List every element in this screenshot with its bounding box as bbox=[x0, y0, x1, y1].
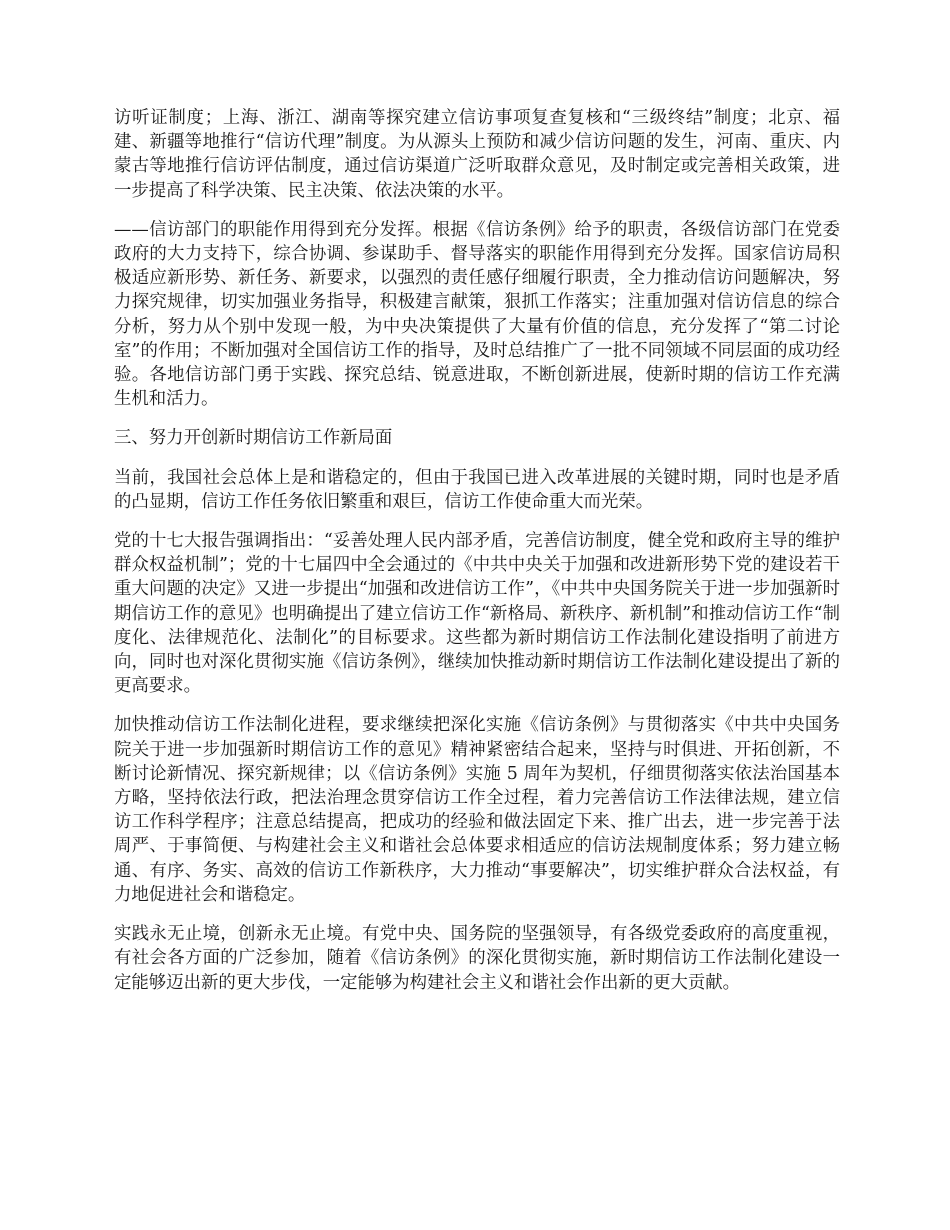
paragraph-2: ——信访部门的职能作用得到充分发挥。根据《信访条例》给予的职责，各级信访部门在党委政府的大力支持下，综合协调、参谋助手、督导落实的职能作用得到充分发挥。国家信访局积极适应新形势、新任务、新要求，以强烈的责任感仔细履行职责，全力推动信访问题解决，努力探究规律，切实加强业务指导，积极建言献策，狠抓工作落实；注重加强对信访信息的综合分析，努力从个别中发现一般，为中央决策提供了大量有价值的信息，充分发挥了“第二讨论室”的作用；不断加强对全国信访工作的指导，及时总结推广了一批不同领域不同层面的成功经验。各地信访部门勇于实践、探究总结、锐意进取，不断创新进展，使新时期的信访工作充满生机和活力。 bbox=[114, 219, 840, 410]
paragraph-5: 加快推动信访工作法制化进程，要求继续把深化实施《信访条例》与贯彻落实《中共中央国务院关于进一步加强新时期信访工作的意见》精神紧密结合起来，坚持与时俱进、开拓创新，不断讨论新情况、探究新规律；以《信访条例》实施 5 周年为契机，仔细贯彻落实依法治国基本方略，坚持依法行政，把法治理念贯穿信访工作全过程，着力完善信访工作法律法规，建立信访工作科学程序；注意总结提高，把成功的经验和做法固定下来、推广出去，进一步完善于法周严、于事简便、与构建社会主义和谐社会总体要求相适应的信访法规制度体系；努力建立畅通、有序、务实、高效的信访工作新秩序，大力推动“事要解决”，切实维护群众合法权益，有力地促进社会和谐稳定。 bbox=[114, 715, 840, 905]
paragraph-6: 实践永无止境，创新永无止境。有党中央、国务院的坚强领导，有各级党委政府的高度重视，有社会各方面的广泛参加，随着《信访条例》的深化贯彻实施，新时期信访工作法制化建设一定能够迈出新的更大步伐，一定能够为构建社会主义和谐社会作出新的更大贡献。 bbox=[114, 924, 840, 993]
document-body bbox=[114, 106, 840, 1010]
section-heading: 三、努力开创新时期信访工作新局面 bbox=[114, 428, 393, 449]
paragraph-4: 党的十七大报告强调指出：“妥善处理人民内部矛盾，完善信访制度，健全党和政府主导的维护群众权益机制”；党的十七届四中全会通过的《中共中央关于加强和改进新形势下党的建设若干重大问题的决定》又进一步提出“加强和改进信访工作”，《中共中央国务院关于进一步加强新时期信访工作的意见》也明确提出了建立信访工作“新格局、新秩序、新机制”和推动信访工作“制度化、法律规范化、法制化”的目标要求。这些都为新时期信访工作法制化建设指明了前进方向，同时也对深化贯彻实施《信访条例》，继续加快推动新时期信访工作法制化建设提出了新的更高要求。 bbox=[114, 531, 840, 697]
paragraph-1: 访听证制度；上海、浙江、湖南等探究建立信访事项复查复核和“三级终结”制度；北京、福建、新疆等地推行“信访代理”制度。为从源头上预防和减少信访问题的发生，河南、重庆、内蒙古等地推行信访评估制度，通过信访渠道广泛听取群众意见，及时制定或完善相关政策，进一步提高了科学决策、民主决策、依法决策的水平。 bbox=[114, 108, 840, 201]
paragraph-3: 当前，我国社会总体上是和谐稳定的，但由于我国已进入改革进展的关键时期，同时也是矛盾的凸显期，信访工作任务依旧繁重和艰巨，信访工作使命重大而光荣。 bbox=[114, 467, 840, 512]
